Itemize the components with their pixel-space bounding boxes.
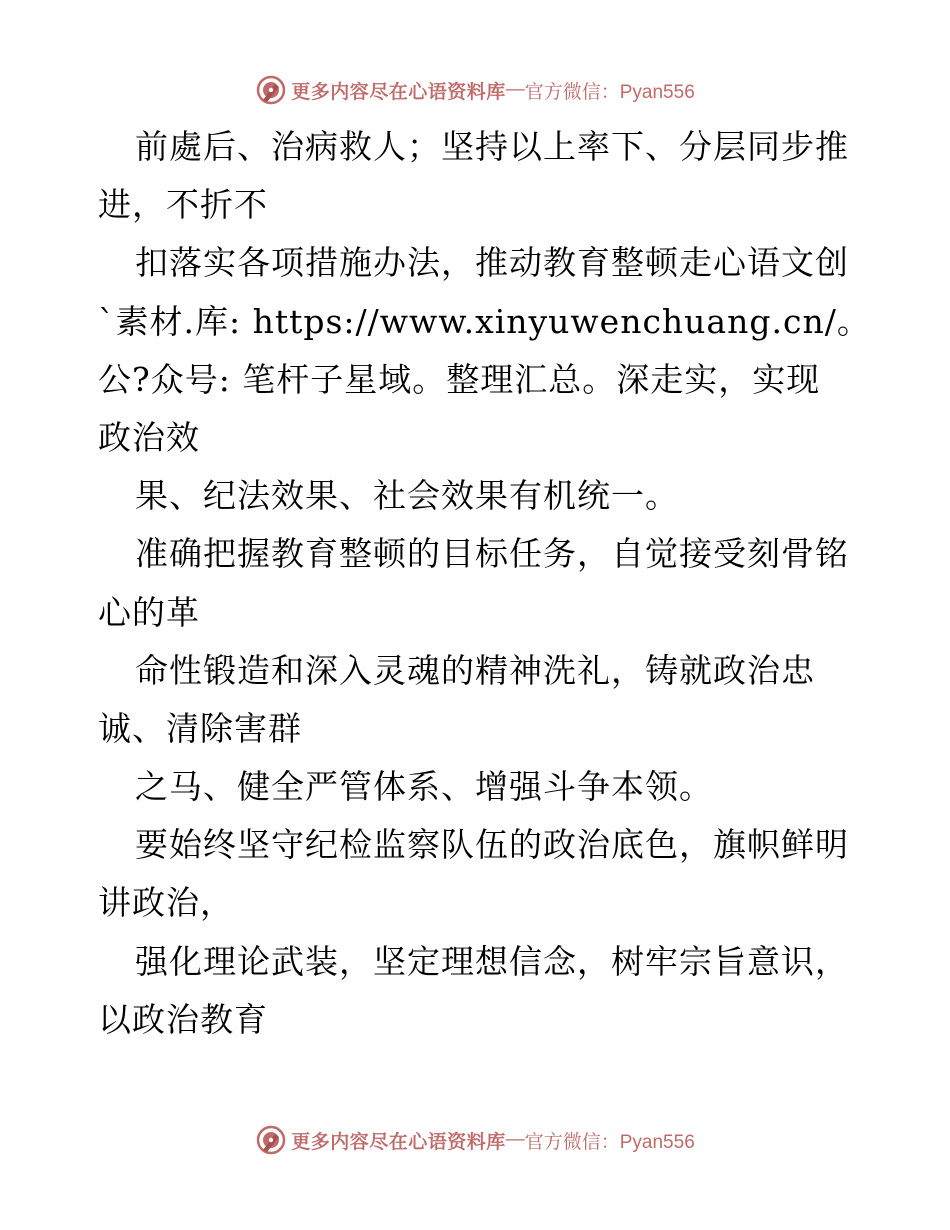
pen-nib-circle-icon	[255, 74, 287, 106]
text-line: 要始终坚守纪检监察队伍的政治底色，旗帜鲜明	[135, 825, 849, 865]
header-wechat-text: 官方微信：Pyan556	[524, 81, 695, 103]
text-line: `素材.库: https://www.xinyuwenchuang.cn/。	[98, 301, 871, 341]
footer-promo-text: 更多内容尽在心语资料库	[291, 1130, 506, 1153]
pen-nib-circle-icon	[255, 1124, 287, 1156]
header-separator: —	[505, 79, 525, 100]
text-line: 以政治教育	[98, 999, 268, 1039]
header-banner	[0, 70, 950, 110]
text-line: 之马、健全严管体系、增强斗争本领。	[135, 767, 713, 807]
text-line: 扣落实各项措施办法，推动教育整顿走心语文创	[135, 243, 849, 283]
text-line: 准确把握教育整顿的目标任务，自觉接受刻骨铭	[135, 534, 849, 574]
footer-wechat-text: 官方微信：Pyan556	[524, 1131, 695, 1153]
text-line: 果、纪法效果、社会效果有机统一。	[135, 476, 679, 516]
text-line: 心的革	[98, 592, 200, 632]
text-line: 前處后、治病救人；坚持以上率下、分层同步推	[135, 127, 849, 166]
text-line: 诚、清除害群	[98, 708, 302, 748]
text-line: 讲政治，	[98, 883, 234, 923]
text-line: 进，不折不	[98, 185, 268, 225]
text-line: 公?众号: 笔杆子星域。整理汇总。深走实，实现	[98, 359, 821, 399]
text-line: 命性锻造和深入灵魂的精神洗礼，铸就政治忠	[135, 650, 815, 690]
document-body	[98, 118, 871, 1049]
footer-banner	[0, 1120, 950, 1160]
text-line: 政治效	[98, 417, 200, 457]
header-promo-text: 更多内容尽在心语资料库	[291, 80, 506, 103]
text-line: 强化理论武装，坚定理想信念，树牢宗旨意识，	[135, 941, 849, 981]
footer-separator: —	[505, 1129, 525, 1150]
